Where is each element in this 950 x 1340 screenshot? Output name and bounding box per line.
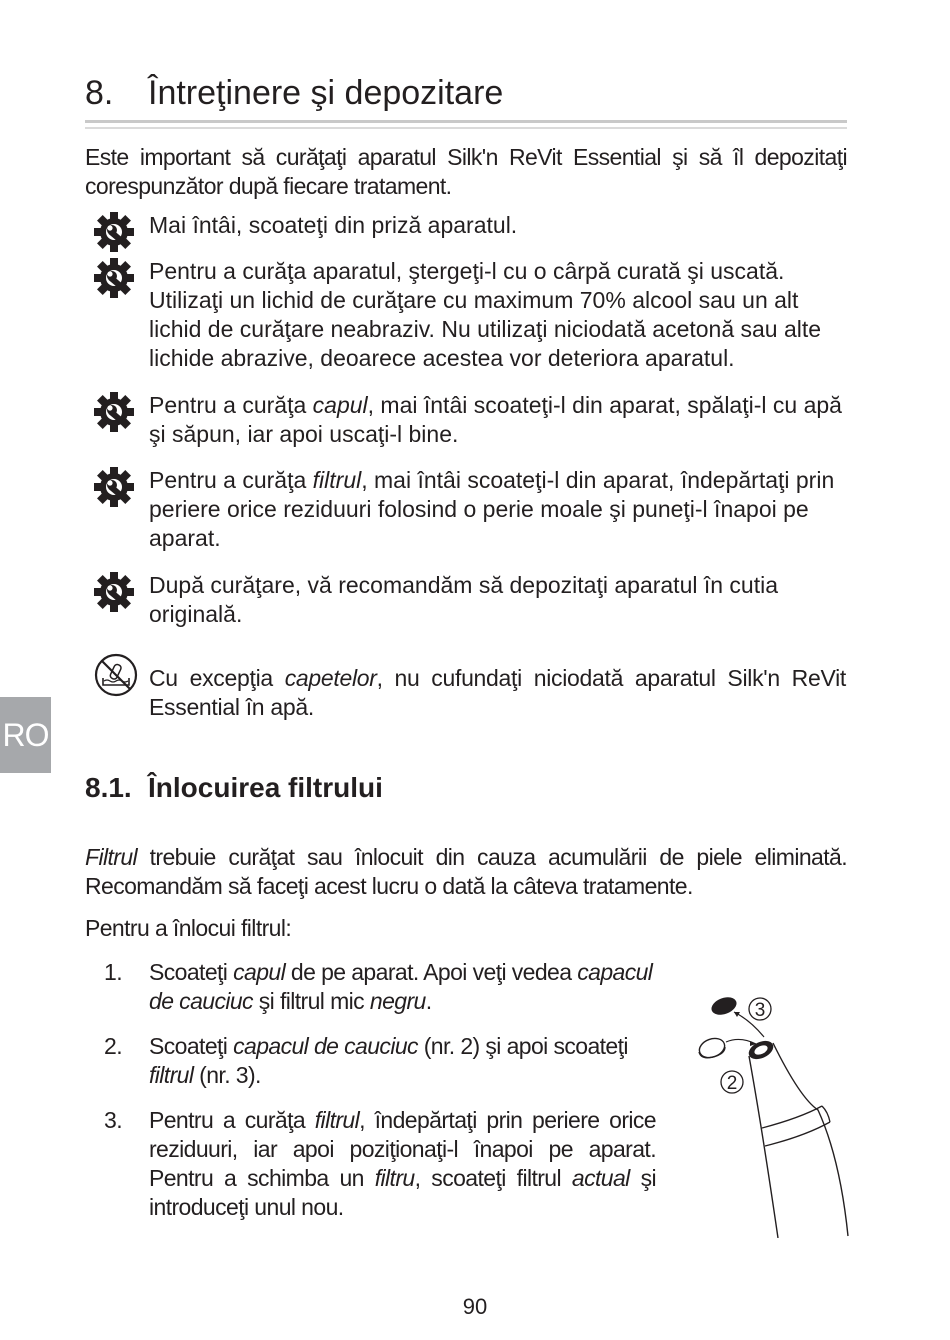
device-illustration — [690, 988, 860, 1238]
step-number: 1. — [104, 959, 122, 985]
replace-label: Pentru a înlocui filtrul: — [85, 915, 292, 941]
item-text: Mai întâi, scoateţi din priză aparatul. — [149, 212, 518, 238]
language-tab: RO — [0, 697, 51, 773]
step-text: Pentru a curăţa filtrul, îndepărtaţi prin periere orice reziduuri, iar apoi poziţionaţi-l înapoi pe aparat. Pentru a schimba un filtru, scoateţi filtrul actual şi introduceţi unul nou. — [149, 1107, 656, 1220]
subsection-title-text: Înlocuirea filtrului — [148, 772, 383, 803]
maintenance-gear-wrench-icon — [93, 391, 135, 433]
callout-2-label: 2 — [726, 1073, 738, 1094]
section-title — [85, 74, 503, 113]
maintenance-gear-wrench-icon — [93, 571, 135, 613]
steps-list — [104, 958, 656, 1238]
maintenance-gear-wrench-icon — [93, 466, 135, 508]
step-number: 2. — [104, 1033, 122, 1059]
step-number: 3. — [104, 1107, 122, 1133]
section-title-text: Întreţinere şi depozitare — [148, 74, 504, 112]
page-number: 90 — [462, 1294, 488, 1319]
step-item — [104, 1106, 656, 1222]
maintenance-gear-wrench-icon — [93, 257, 135, 299]
step-item — [104, 958, 656, 1016]
item-text: Pentru a curăţa capul, mai întâi scoateţi-l din aparat, spălaţi-l cu apă şi săpun, iar apoi uscaţi-l bine. — [149, 392, 842, 447]
section-number: 8. — [85, 74, 114, 112]
maintenance-gear-wrench-icon — [93, 211, 135, 253]
item-text: Pentru a curăţa aparatul, ştergeţi-l cu o cârpă curată şi uscată. Utilizaţi un lichid de curăţare cu maximum 70% alcool sau un alt lichid de curăţare neabraziv. Nu utilizaţi niciodată acetonă sau alte lichide abrazive, deoarece acestea vor deteriora aparatul. — [149, 258, 822, 371]
subsection-number: 8.1. — [85, 772, 132, 803]
title-rule-secondary — [85, 127, 847, 129]
filter-disc-icon — [709, 994, 739, 1018]
title-rule — [85, 120, 847, 123]
subsection-title — [85, 772, 383, 804]
step-text: Scoateţi capul de pe aparat. Apoi veţi vedea capacul de cauciuc şi filtrul mic negru. — [149, 959, 653, 1014]
no-immersion-icon — [93, 652, 139, 698]
callout-3-label: 3 — [754, 1000, 766, 1021]
warning-text: Cu excepţia capetelor, nu cufundaţi niciodată aparatul Silk'n ReVit Essential în apă. — [149, 665, 847, 720]
item-text: După curăţare, vă recomandăm să depozitaţi aparatul în cutia originală. — [149, 572, 779, 627]
section-intro: Este important să curăţaţi aparatul Silk'n ReVit Essential şi să îl depozitaţi corespunzător după fiecare tratament. — [85, 144, 847, 199]
step-text: Scoateţi capacul de cauciuc (nr. 2) şi apoi scoateţi filtrul (nr. 3). — [149, 1033, 628, 1088]
subsection-intro: Filtrul trebuie curăţat sau înlocuit din cauza acumulării de piele eliminată. Recomandăm să faceţi acest lucru o dată la câteva tratamente. — [85, 844, 847, 899]
step-item — [104, 1032, 656, 1090]
item-text: Pentru a curăţa filtrul, mai întâi scoateţi-l din aparat, îndepărtaţi prin periere orice reziduuri folosind o perie moale şi puneţi-l înapoi pe aparat. — [149, 467, 835, 551]
